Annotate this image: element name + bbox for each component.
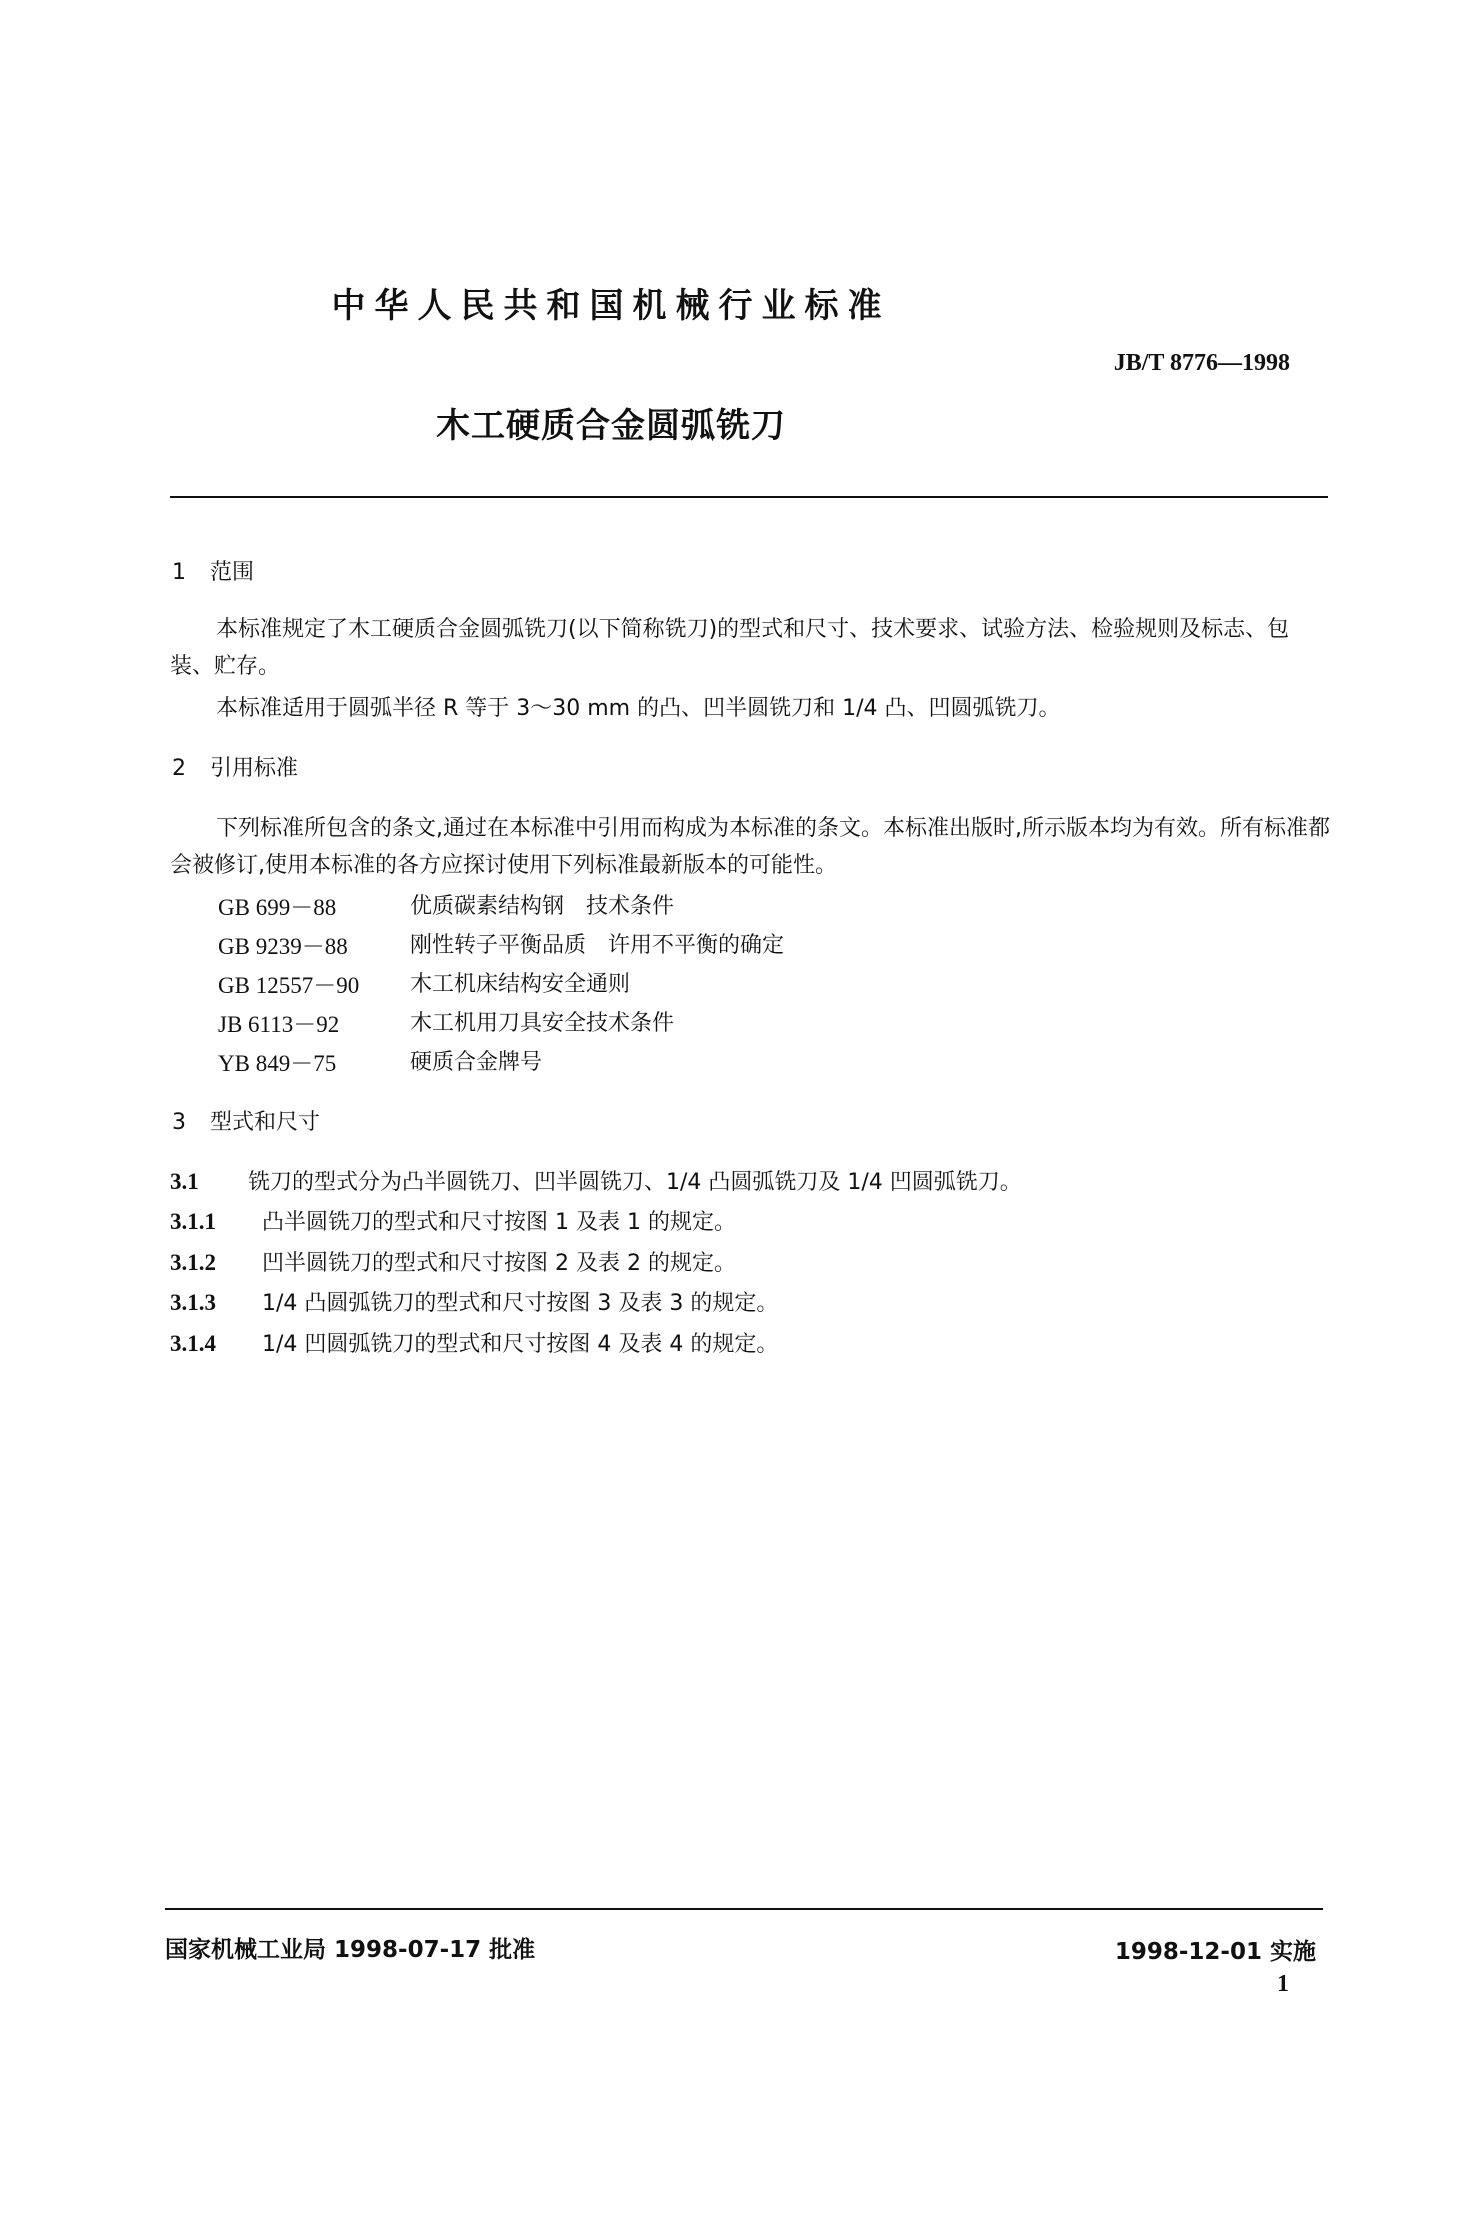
clause-number: 3.1.3: [170, 1290, 216, 1315]
reference-title: 硬质合金牌号: [410, 1050, 543, 1075]
clause-3-1-3: [170, 1286, 778, 1317]
footer-rule: [165, 1908, 1323, 1910]
reference-title: 木工机床结构安全通则: [410, 972, 631, 997]
reference-code: GB 12557－90: [218, 973, 360, 998]
section-title: 引用标准: [210, 756, 299, 781]
reference-code: JB 6113－92: [218, 1012, 340, 1037]
issuing-organization-title: 中华人民共和国机械行业标准: [331, 286, 891, 326]
section-number: 3: [172, 1110, 186, 1135]
page-number: 1: [1277, 1971, 1289, 1997]
clause-text: 凸半圆铣刀的型式和尺寸按图 1 及表 1 的规定。: [262, 1210, 736, 1235]
reference-code: GB 9239－88: [218, 934, 348, 959]
scope-paragraph-2: 本标准适用于圆弧半径 R 等于 3～30 mm 的凸、凹半圆铣刀和 1/4 凸、凹圆弧铣刀。: [216, 696, 1061, 721]
section-2-heading: [172, 751, 298, 782]
header-rule: [170, 496, 1328, 498]
section-number: 2: [172, 756, 186, 781]
scope-paragraph-1: 本标准规定了木工硬质合金圆弧铣刀(以下简称铣刀)的型式和尺寸、技术要求、试验方法、检验规则及标志、包装、贮存。: [170, 617, 1290, 679]
standard-number: JB/T 8776—1998: [1113, 350, 1290, 376]
clause-text: 1/4 凸圆弧铣刀的型式和尺寸按图 3 及表 3 的规定。: [262, 1291, 779, 1316]
reference-title: 优质碳素结构钢 技术条件: [410, 894, 675, 919]
approval-statement: 国家机械工业局 1998-07-17 批准: [165, 1937, 536, 1963]
clause-3-1-4: [170, 1327, 778, 1358]
section-3-heading: [172, 1105, 320, 1136]
clause-3-1-2: [170, 1246, 736, 1277]
clause-3-1-1: [170, 1205, 736, 1236]
section-title: 型式和尺寸: [210, 1110, 321, 1135]
clause-number: 3.1: [170, 1169, 199, 1194]
section-number: 1: [172, 560, 186, 585]
clause-number: 3.1.4: [170, 1331, 216, 1356]
section-title: 范围: [210, 560, 255, 585]
reference-title: 木工机用刀具安全技术条件: [410, 1011, 675, 1036]
section-1-heading: [172, 555, 254, 586]
document-title: 木工硬质合金圆弧铣刀: [436, 406, 786, 446]
clause-number: 3.1.1: [170, 1209, 216, 1234]
clause-text: 凹半圆铣刀的型式和尺寸按图 2 及表 2 的规定。: [262, 1251, 736, 1276]
clause-number: 3.1.2: [170, 1250, 216, 1275]
effective-date: 1998-12-01 实施: [1114, 1939, 1316, 1965]
reference-code: YB 849－75: [218, 1051, 337, 1076]
clause-text: 铣刀的型式分为凸半圆铣刀、凹半圆铣刀、1/4 凸圆弧铣刀及 1/4 凹圆弧铣刀。: [248, 1170, 1022, 1195]
references-intro-paragraph: 下列标准所包含的条文,通过在本标准中引用而构成为本标准的条文。本标准出版时,所示版本均为有效。所有标准都会被修订,使用本标准的各方应探讨使用下列标准最新版本的可能性。: [170, 816, 1330, 878]
reference-code: GB 699－88: [218, 895, 337, 920]
clause-3-1: [170, 1165, 1022, 1196]
reference-title: 刚性转子平衡品质 许用不平衡的确定: [410, 933, 785, 958]
clause-text: 1/4 凹圆弧铣刀的型式和尺寸按图 4 及表 4 的规定。: [262, 1332, 779, 1357]
